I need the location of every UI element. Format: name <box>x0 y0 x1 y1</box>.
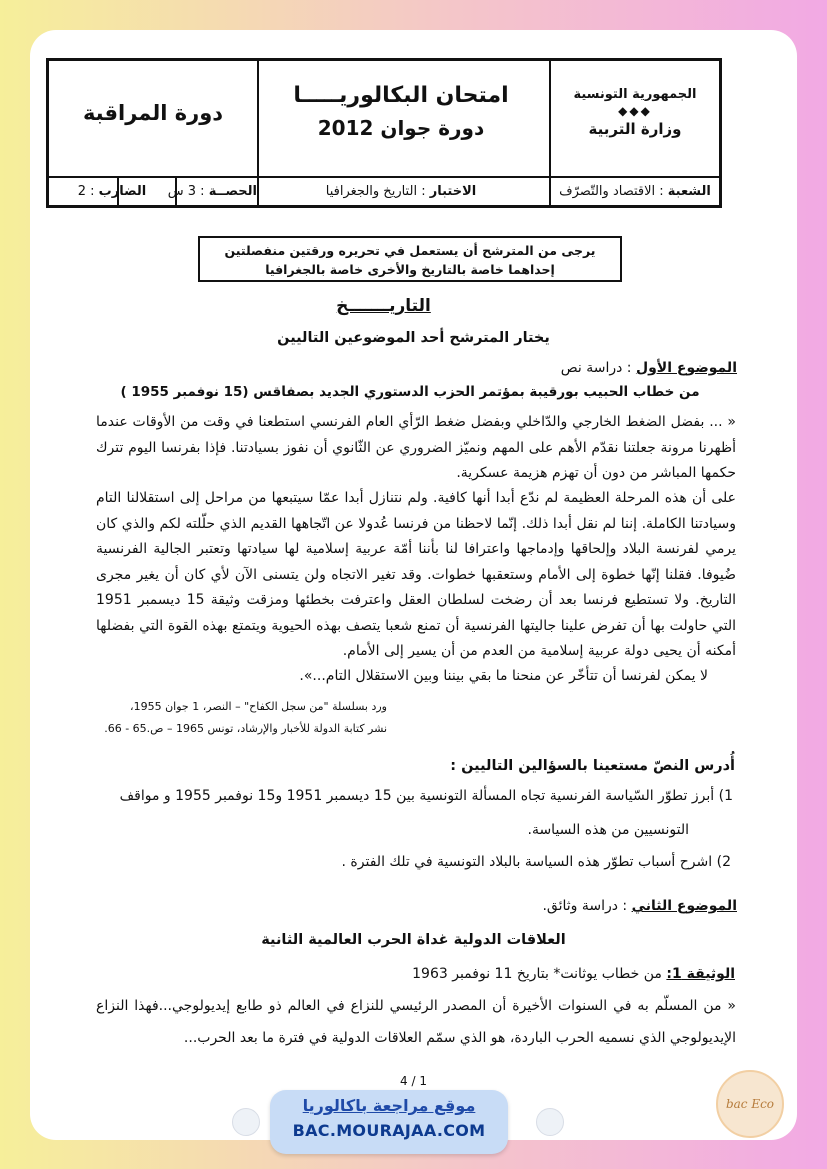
document-1-source: من خطاب يوثانت* بتاريخ 11 نوفمبر 1963 <box>412 966 662 982</box>
text-paragraph-3: لا يمكن لفرنسا أن تتأخّر عن منحنا ما بقي بيننا وبين الاستقلال التام...». <box>299 668 708 684</box>
header-top-row <box>49 61 719 178</box>
topic2-label: الموضوع الثاني <box>631 898 737 914</box>
document-1-heading <box>412 966 735 982</box>
topic2-heading <box>542 898 737 914</box>
topic1-label: الموضوع الأول <box>635 360 737 376</box>
subject-value: التاريخ والجغرافيا <box>325 184 418 199</box>
exam-session: دورة جوان 2012 <box>317 116 485 140</box>
duration-label: الحصــة <box>208 184 257 199</box>
subject-label: الاختبار <box>429 184 477 199</box>
question-1-number: 1) <box>718 788 733 804</box>
duration-cell: الحصــة : 3 س <box>167 184 257 199</box>
page-number: 4 / 1 <box>400 1074 427 1088</box>
coefficient-value: 2 <box>77 184 87 199</box>
question-1 <box>93 788 733 804</box>
source-line-1: ورد بسلسلة "من سجل الكفاح" – النصر، 1 جوان 1955، <box>130 700 387 713</box>
topic2-title: العلاقات الدولية غداة الحرب العالمية الثانية <box>261 932 566 948</box>
instruction: يختار المترشح أحد الموضوعين التاليين <box>277 330 550 346</box>
branch-value: الاقتصاد والتّصرّف <box>559 184 656 199</box>
question-2-text: اشرح أسباب تطوّر هذه السياسة بالبلاد التونسية في تلك الفترة . <box>341 854 713 870</box>
coefficient-label: الضارب <box>98 184 147 199</box>
site-logo-icon <box>232 1108 260 1136</box>
stars-ornament: ◆◆◆ <box>618 104 652 118</box>
branch-cell: الشعبة : الاقتصاد والتّصرّف <box>559 184 711 199</box>
exam-title: امتحان البكالوريـــــا <box>293 83 509 108</box>
question-1-continuation: التونسيين من هذه السياسة. <box>527 822 689 838</box>
question-2-number: 2) <box>716 854 731 870</box>
notice-line-2: إحداهما خاصة بالتاريخ والأخرى خاصة بالجغرافيا <box>265 262 555 277</box>
notice-line-1: يرجى من المترشح أن يستعمل في تحريره ورقتين منفصلتين <box>224 243 596 258</box>
ministry-label: وزارة التربية <box>588 120 682 138</box>
question-1-text: أبرز تطوّر السّياسة الفرنسية تجاه المسألة التونسية بين 15 ديسمبر 1951 و15 نوفمبر 1955 و مواقف <box>119 788 715 804</box>
history-title: التاريـــــــخ <box>336 296 431 316</box>
topic2-type: : دراسة وثائق. <box>542 898 628 914</box>
topic1-heading <box>561 360 737 376</box>
control-session-label: دورة المراقبة <box>82 101 224 125</box>
header-info-row <box>49 176 719 208</box>
document-1-line-1: « من المسلّم به في السنوات الأخيرة أن المصدر الرئيسي للنزاع في العالم ذو طابع إيديولوجي...فهذا النزاع <box>96 998 736 1014</box>
document-1-label: الوثيقة 1: <box>666 966 735 982</box>
duration-value: 3 س <box>167 184 197 199</box>
document-1-line-2: الإيديولوجي الذي نسميه الحرب الباردة، هو الذي سمّم العلاقات الدولية في فترة ما بعد الحرب... <box>183 1030 736 1046</box>
branch-label: الشعبة <box>667 184 711 199</box>
notice-box <box>198 236 622 282</box>
subject-cell: الاختبار : التاريخ والجغرافيا <box>325 184 477 199</box>
site-name: موقع مراجعة باكالوريا <box>302 1096 476 1115</box>
coefficient-cell: الضارب : 2 <box>77 184 147 199</box>
text-paragraph-2: على أن هذه المرحلة العظيمة لم ندّع أبدا أنها كافية. ولم نتنازل أبدا عمّا سيتبعها من مراحل إلى استقلالنا التام وسيادتنا الكاملة. إننا لم نقل أبدا ذلك. إنّما لاحظنا من فرنسا عُدولا عن اتّجاهها القديم الذي حلّلته لكم والذي كان يرمي لفرنسة البلاد وإلحاقها وإدماجها واعترافا لنا بأننا أمّة عربية إسلامية لها سيادتها وتعتبر الجالية الفرنسية ضُيوفا. فقلنا إنّها خطوة إلى الأمام وستعقبها خطوات. وقد تغير الاتجاه ولن يتسنى الآن لأي كان أن يغير مجرى التاريخ. ولا تستطيع فرنسا بعد أن رضخت لسلطان العقل واعترفت بخطئها ومزقت وثيقة 15 ديسمبر 1951 التي حاولت بها أن تفرض علينا جاليتها الفرنسية أن تمنع شعبا يتصف بهذه الحيوية ويتمتع بهذه القوة التي بفضلها أمكنه أن يحيى دولة عربية إسلامية من العدم من أن يسير إلى الأمام. <box>96 490 736 659</box>
exam-header <box>46 58 722 208</box>
text-title: من خطاب الحبيب بورقيبة بمؤتمر الحزب الدستوري الجديد بصفاقس (15 نوفمبر 1955 ) <box>120 384 700 400</box>
site-badge[interactable] <box>270 1090 508 1154</box>
topic1-type: : دراسة نص <box>560 360 632 376</box>
header-ministry <box>551 61 719 176</box>
site-logo-icon <box>536 1108 564 1136</box>
source-line-2: نشر كتابة الدولة للأخبار والإرشاد، تونس 1965 – ص.65 - 66. <box>104 722 387 735</box>
republic-label: الجمهورية التونسية <box>573 87 697 102</box>
site-url[interactable]: BAC.MOURAJAA.COM <box>292 1121 486 1140</box>
bac-eco-logo: bac Eco <box>716 1070 784 1138</box>
text-paragraph-1: « ... بفضل الضغط الخارجي والدّاخلي وبفضل ضغط الرّأي العام الفرنسي استطعنا في وقت من الأوقات عندما أظهرنا مرونة جعلتنا نقدّم الأهم على المهم ونميّز الضروري عن الثّانوي أن نفوز بسيادتنا. فإذا بفرنسا اليوم تترك حكمها المباشر من دون أن تهزم هزيمة عسكرية. <box>96 414 736 481</box>
question-2 <box>342 854 731 870</box>
questions-intro: أُدرس النصّ مستعينا بالسؤالين التاليين : <box>450 758 735 774</box>
header-control-session <box>49 61 257 176</box>
header-exam <box>253 61 549 176</box>
